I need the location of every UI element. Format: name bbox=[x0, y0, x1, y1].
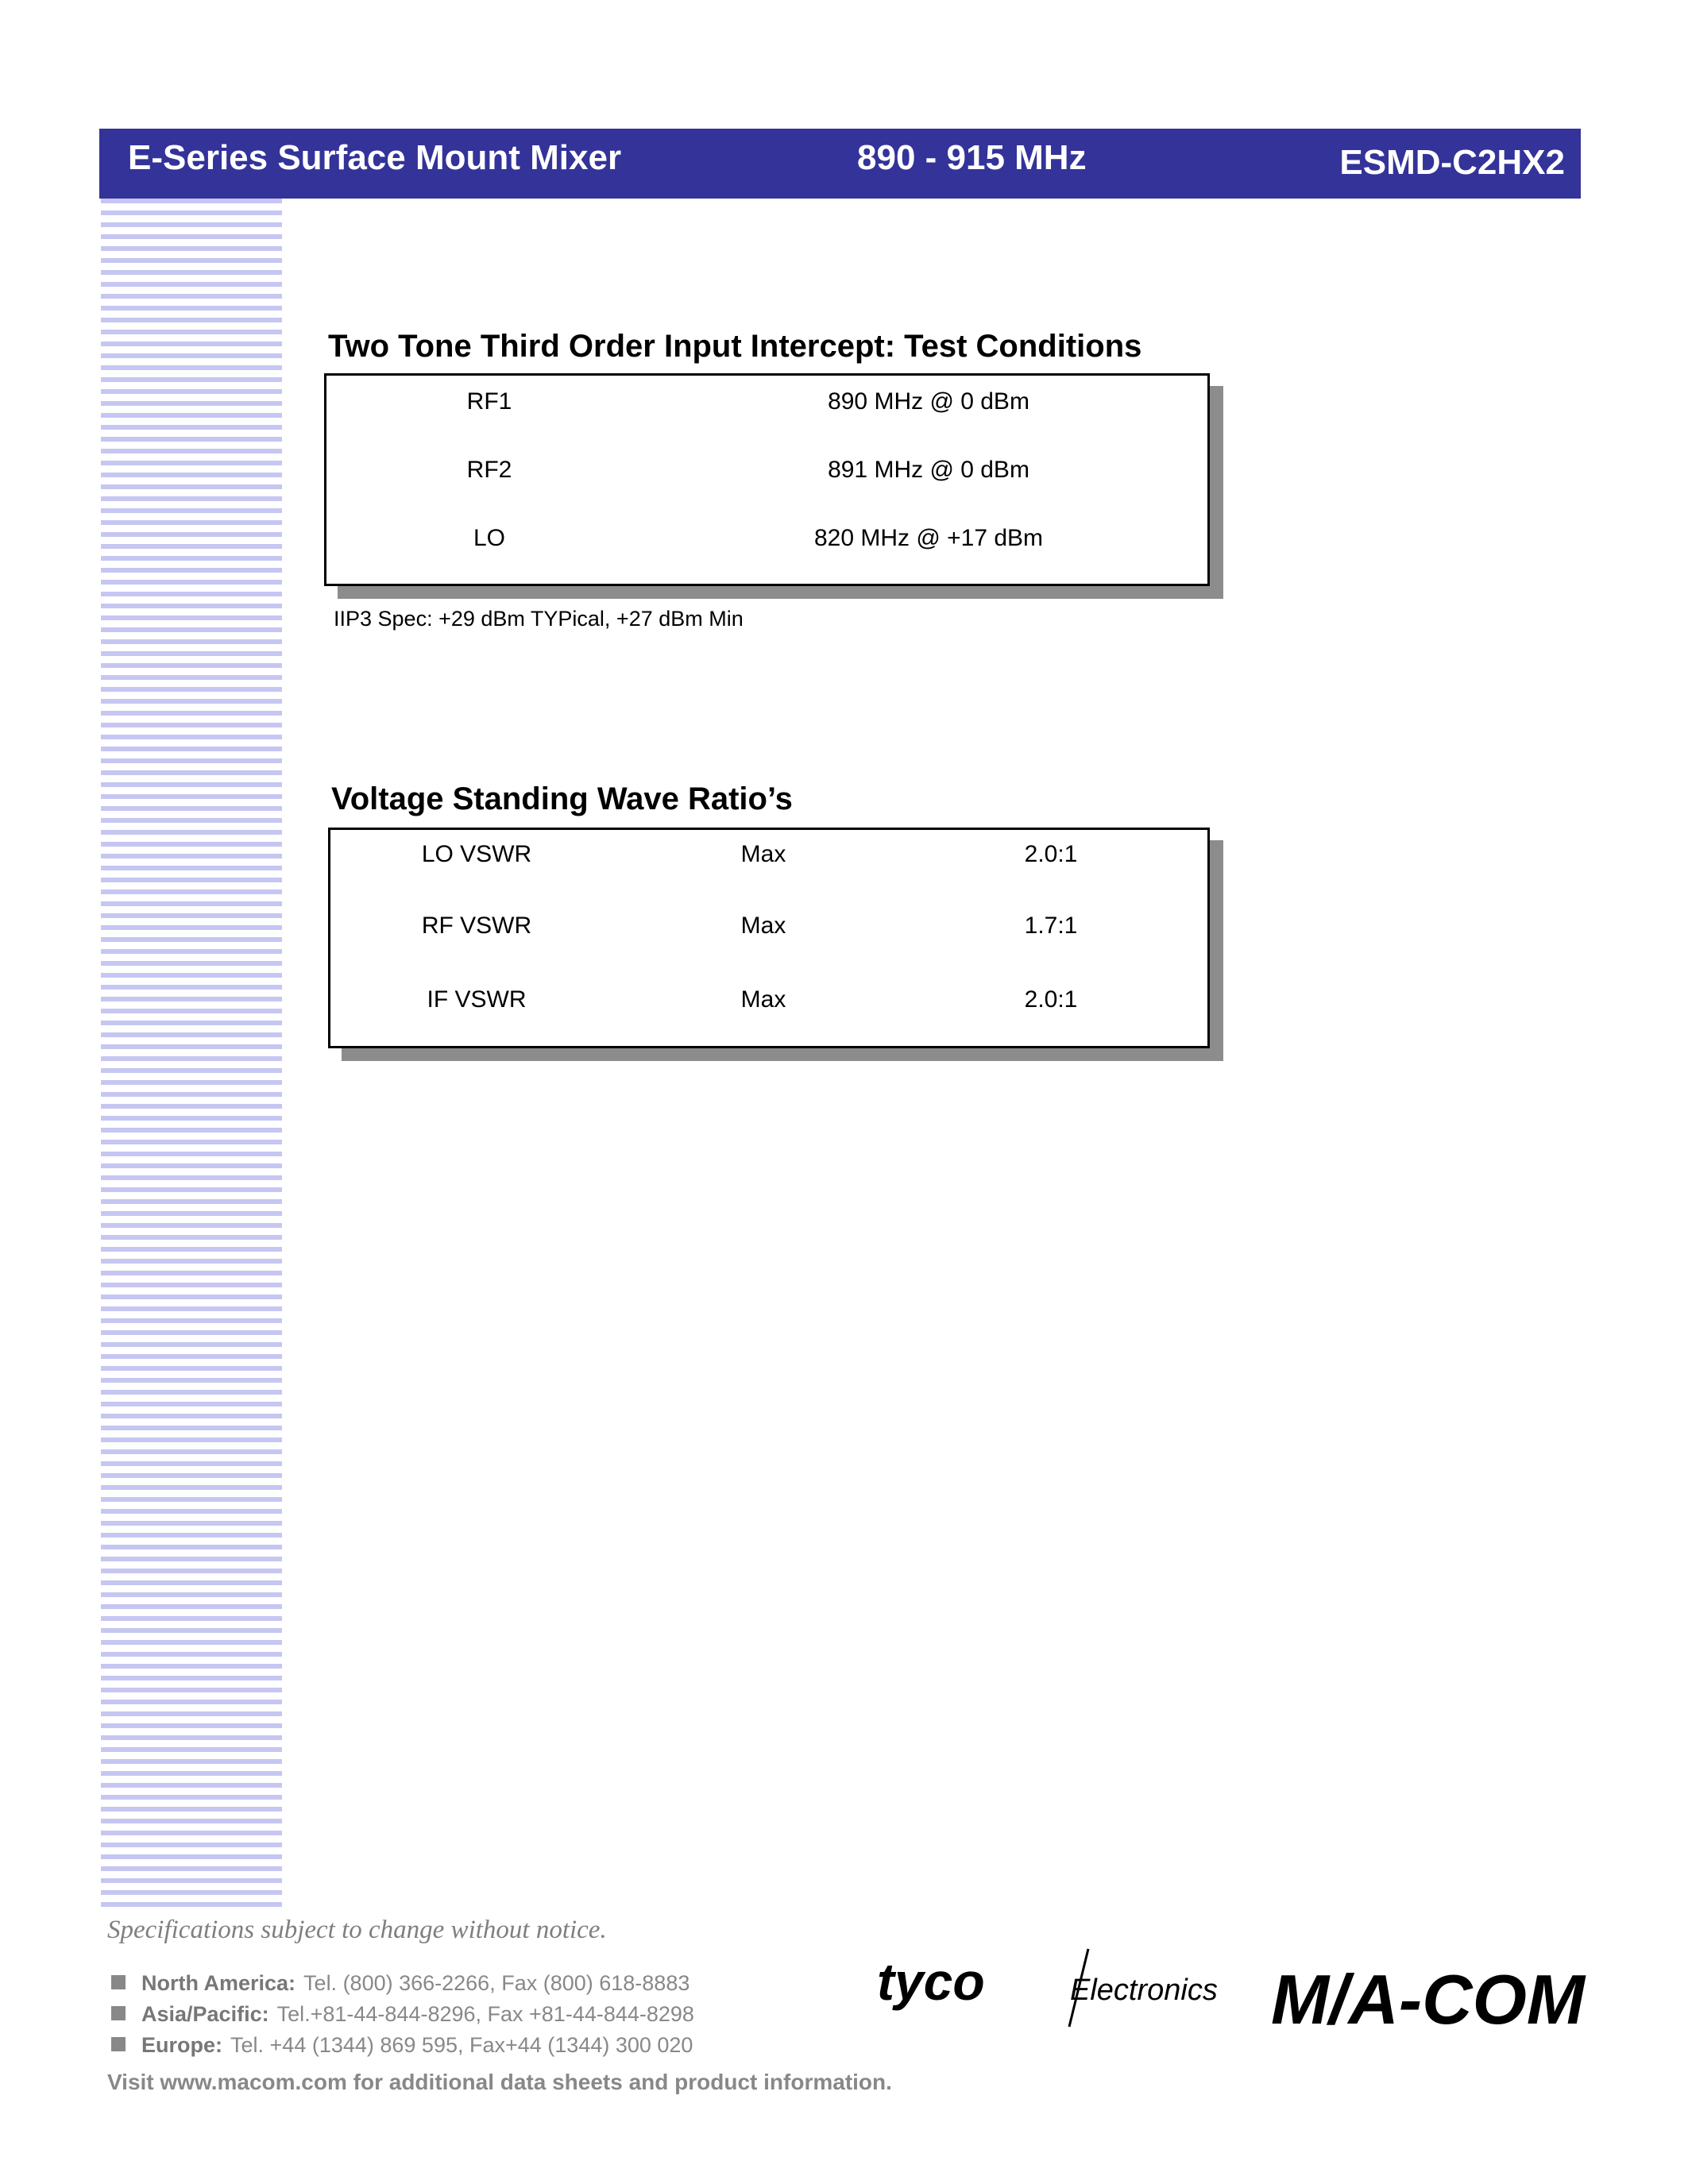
decorative-stripes bbox=[101, 199, 282, 1908]
part-number: ESMD-C2HX2 bbox=[1339, 143, 1565, 182]
vswr-row-qualifier: Max bbox=[740, 986, 786, 1013]
header-bar bbox=[99, 129, 1581, 199]
disclaimer: Specifications subject to change without notice. bbox=[107, 1916, 607, 1944]
iip3-row-value: 820 MHz @ +17 dBm bbox=[813, 525, 1044, 551]
iip3-row-label: LO bbox=[473, 525, 506, 551]
contact-north-america bbox=[111, 1971, 689, 1996]
tyco-electronics-logo bbox=[875, 1938, 1241, 2041]
macom-logo bbox=[1271, 1946, 1589, 2041]
tyco-wordmark: tyco bbox=[877, 1952, 985, 2011]
contact-europe bbox=[111, 2033, 693, 2058]
iip3-row-label: RF2 bbox=[466, 457, 512, 483]
vswr-row-value: 1.7:1 bbox=[1024, 913, 1078, 939]
vswr-row-label: LO VSWR bbox=[421, 841, 532, 867]
contact-details: Tel. (800) 366-2266, Fax (800) 618-8883 bbox=[303, 1971, 690, 1995]
iip3-table bbox=[324, 373, 1210, 586]
vswr-section-title: Voltage Standing Wave Ratio’s bbox=[331, 781, 793, 816]
contact-details: Tel. +44 (1344) 869 595, Fax+44 (1344) 300 020 bbox=[230, 2033, 693, 2057]
vswr-row-label: RF VSWR bbox=[421, 913, 532, 939]
electronics-wordmark: Electronics bbox=[1070, 1974, 1218, 2007]
vswr-row-value: 2.0:1 bbox=[1024, 986, 1078, 1013]
product-title: E-Series Surface Mount Mixer bbox=[128, 138, 622, 177]
visit-website-link[interactable]: Visit www.macom.com for additional data sheets and product information. bbox=[107, 2070, 892, 2094]
vswr-row-value: 2.0:1 bbox=[1024, 841, 1078, 867]
vswr-row-qualifier: Max bbox=[740, 913, 786, 939]
iip3-row-value: 890 MHz @ 0 dBm bbox=[828, 388, 1029, 415]
vswr-row-label: IF VSWR bbox=[427, 986, 527, 1013]
vswr-table bbox=[328, 828, 1210, 1048]
bullet-square-icon bbox=[111, 2006, 126, 2020]
iip3-spec-note: IIP3 Spec: +29 dBm TYPical, +27 dBm Min bbox=[334, 607, 744, 631]
contact-region: North America: bbox=[141, 1971, 296, 1995]
vswr-row-qualifier: Max bbox=[740, 841, 786, 867]
iip3-section-title: Two Tone Third Order Input Intercept: Test Conditions bbox=[328, 329, 1142, 364]
frequency-range: 890 - 915 MHz bbox=[857, 138, 1087, 177]
contact-region: Asia/Pacific: bbox=[141, 2002, 269, 2026]
macom-wordmark: M/A-COM bbox=[1271, 1960, 1586, 2039]
contact-region: Europe: bbox=[141, 2033, 223, 2057]
contact-asia-pacific bbox=[111, 2002, 694, 2027]
contact-details: Tel.+81-44-844-8296, Fax +81-44-844-8298 bbox=[276, 2002, 694, 2026]
iip3-row-value: 891 MHz @ 0 dBm bbox=[828, 457, 1029, 483]
iip3-row-label: RF1 bbox=[466, 388, 512, 415]
bullet-square-icon bbox=[111, 2037, 126, 2051]
bullet-square-icon bbox=[111, 1975, 126, 1989]
